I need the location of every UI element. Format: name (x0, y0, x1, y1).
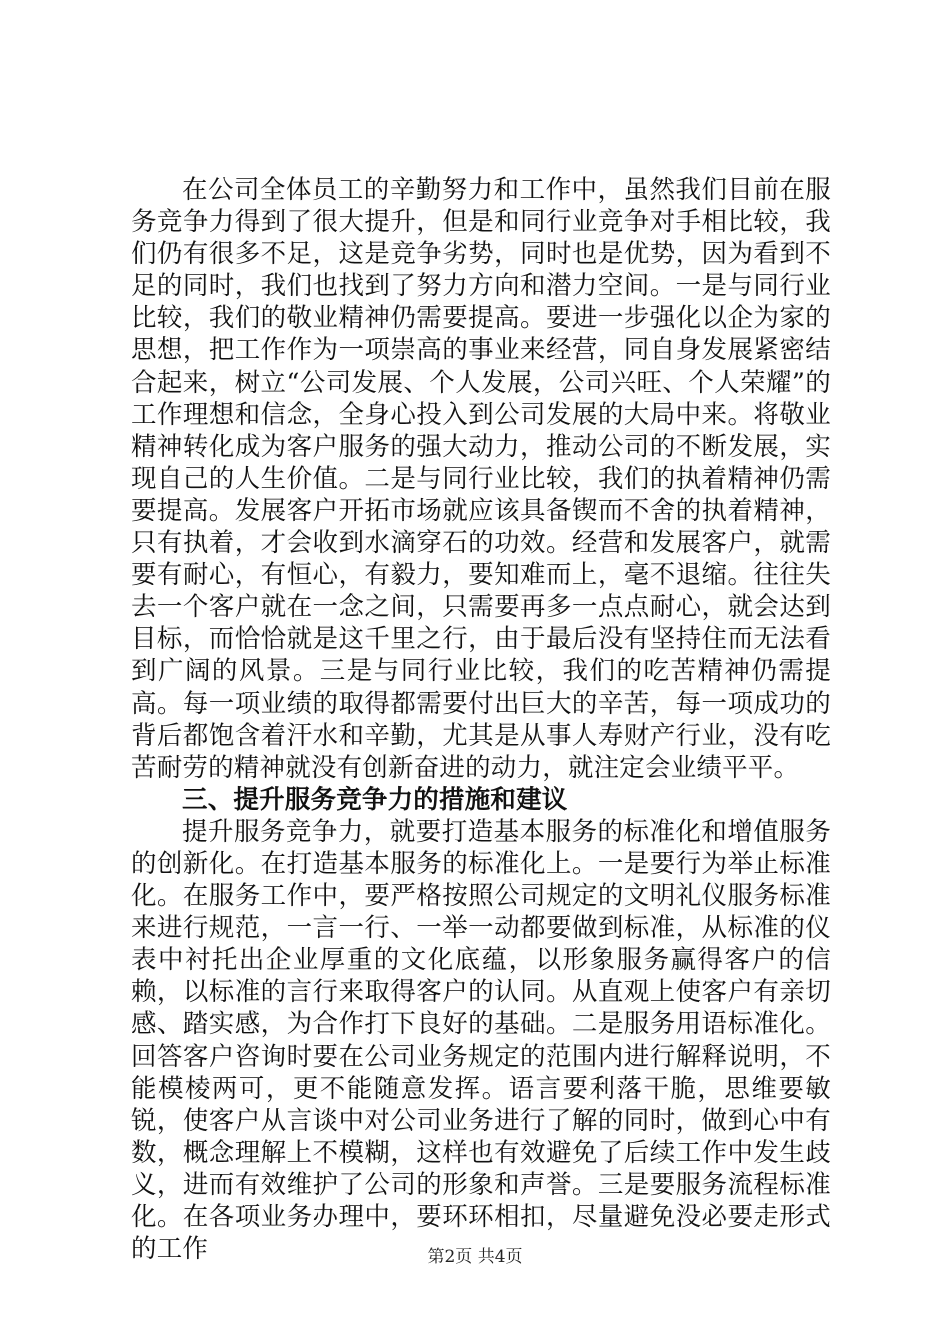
body-paragraph: 在公司全体员工的辛勤努力和工作中，虽然我们目前在服务竞争力得到了很大提升，但是和同行业竞争对手相比较，我们仍有很多不足，这是竞争劣势，同时也是优势，因为看到不足的同时，我们也找到了努力方向和潜力空间。一是与同行业比较，我们的敬业精神仍需要提高。要进一步强化以企为家的思想，把工作作为一项崇高的事业来经营，同自身发展紧密结合起来，树立“公司发展、个人发展，公司兴旺、个人荣耀”的工作理想和信念，全身心投入到公司发展的大局中来。将敬业精神转化成为客户服务的强大动力，推动公司的不断发展，实现自己的人生价值。二是与同行业比较，我们的执着精神仍需要提高。发展客户开拓市场就应该具备锲而不舍的执着精神，只有执着，才会收到水滴穿石的功效。经营和发展客户，就需要有耐心，有恒心，有毅力，要知难而上，毫不退缩。往往失去一个客户就在一念之间，只需要再多一点点耐心，就会达到目标，而恰恰就是这千里之行，由于最后没有坚持住而无法看到广阔的风景。三是与同行业比较，我们的吃苦精神仍需提高。每一项业绩的取得都需要付出巨大的辛苦，每一项成功的背后都饱含着汗水和辛勤，尤其是从事人寿财产行业，没有吃苦耐劳的精神就没有创新奋进的动力，就注定会业绩平平。 (131, 175, 831, 783)
section-heading: 三、提升服务竞争力的措施和建议 (182, 784, 568, 815)
body-paragraph: 提升服务竞争力，就要打造基本服务的标准化和增值服务的创新化。在打造基本服务的标准化上。一是要行为举止标准化。在服务工作中，要严格按照公司规定的文明礼仪服务标准来进行规范，一言一行、一举一动都要做到标准，从标准的仪表中衬托出企业厚重的文化底蕴，以形象服务赢得客户的信赖，以标准的言行来取得客户的认同。从直观上使客户有亲切感、踏实感，为合作打下良好的基础。二是服务用语标准化。回答客户咨询时要在公司业务规定的范围内进行解释说明，不能模棱两可，更不能随意发挥。语言要利落干脆，思维要敏锐，使客户从言谈中对公司业务进行了解的同时，做到心中有数，概念理解上不模糊，这样也有效避免了后续工作中发生歧义，进而有效维护了公司的形象和声誉。三是要服务流程标准化。在各项业务办理中，要环环相扣，尽量避免没必要走形式的工作 (131, 816, 831, 1265)
page-number-footer: 第2页 共4页 (427, 1247, 523, 1267)
document-body (131, 174, 831, 1265)
